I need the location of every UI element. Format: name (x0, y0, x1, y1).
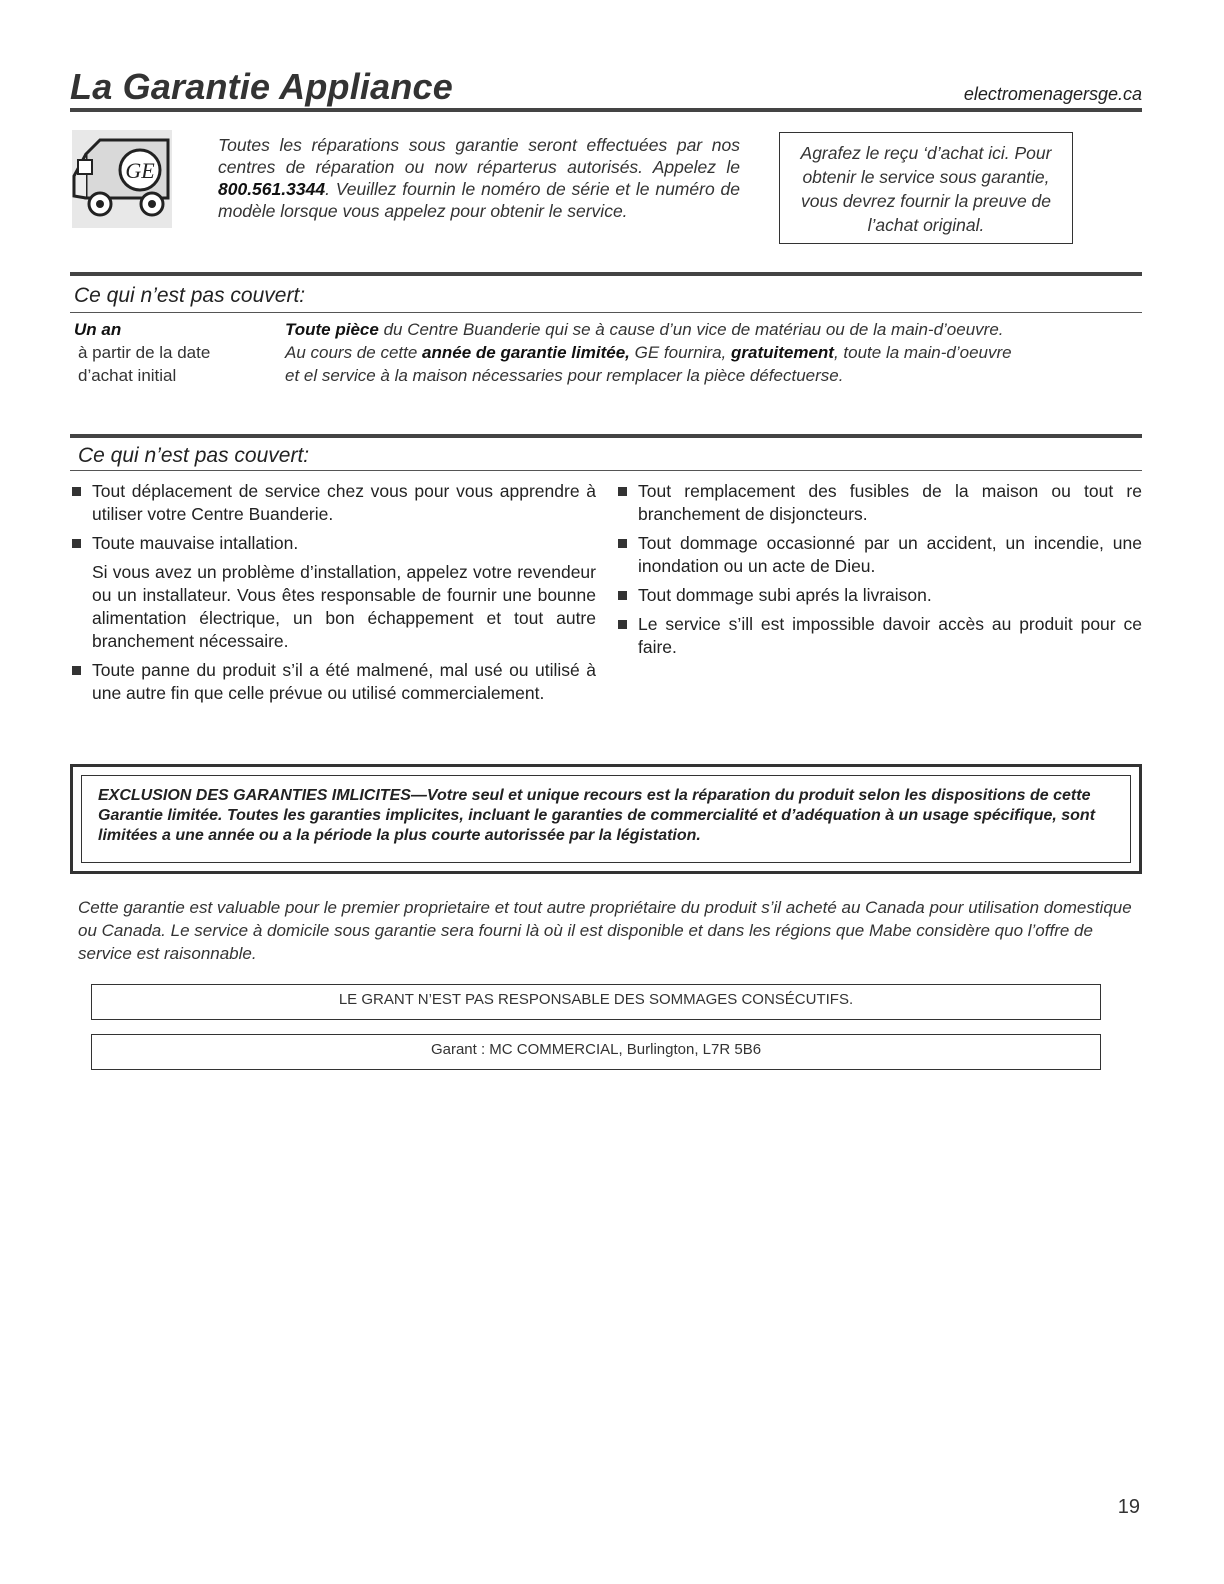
service-intro (218, 134, 740, 222)
list-item (70, 659, 596, 705)
page-number: 19 (1117, 1496, 1140, 1518)
warranty-period-line2: d’achat initial (78, 366, 177, 385)
square-bullet-icon (618, 591, 627, 600)
covered-heading: Ce qui n’est pas couvert: (74, 284, 306, 307)
coverage-line-2-b: GE fournira, (629, 343, 731, 362)
list-item-text: Tout remplacement des fusibles de la maison ou tout re branchement de disjoncteurs. (638, 481, 1142, 524)
coverage-line-2-bold2: gratuitement (731, 343, 834, 362)
not-covered-under-rule (70, 470, 1142, 471)
installation-paragraph: Si vous avez un problème d’installation, appelez votre revendeur ou un installateur. Vous êtes responsable de fournir une bounne alimentation électrique, un bon échappement et tout autre branchement nécessaire. (92, 562, 596, 651)
list-item (616, 584, 1142, 607)
list-item (70, 480, 596, 526)
square-bullet-icon (72, 539, 81, 548)
page-title: La Garantie Appliance (70, 66, 453, 107)
coverage-line-2-a: Au cours de cette (285, 343, 423, 362)
warranty-coverage (285, 318, 1145, 387)
list-item-text: Tout dommage occasionné par un accident, un incendie, une inondation ou un acte de Dieu. (638, 533, 1142, 576)
list-item-text: Le service s’ill est impossible davoir accès au produit pour ce faire. (638, 614, 1142, 657)
exclusion-text: EXCLUSION DES GARANTIES IMLICITES—Votre seul et unique recours est la réparation du produit selon les dispositions de cette Garantie limitée. Toutes les garanties implicites, incluant le garanties de commercialité et d’adéquation à un usage spécifique, sont limitées a une année ou a la période la plus courte autorissée par la légistation. (81, 775, 1131, 863)
liability-box: LE GRANT N’EST PAS RESPONSABLE DES SOMMAGES CONSÉCUTIFS. (91, 984, 1101, 1020)
warranty-validity-paragraph: Cette garantie est valuable pour le premier proprietaire et tout autre propriétaire du produit s’il acheté au Canada pour utilisation domestique ou Canada. Le service à domicile sous garantie sera fourni là où il est disponible et dans les régions que Mabe considère quo l’offre de service est raisonnable. (78, 898, 1132, 963)
list-item-text: Toute panne du produit s’il a été malmené, mal usé ou utilisé à une autre fin que celle prévue ou utilisé commercialement. (92, 660, 596, 703)
square-bullet-icon (618, 487, 627, 496)
list-item-text: Tout dommage subi aprés la livraison. (638, 585, 932, 605)
list-item (616, 480, 1142, 526)
list-item-text: Tout déplacement de service chez vous pour vous apprendre à utiliser votre Centre Buanderie. (92, 481, 596, 524)
list-item-text: Toute mauvaise intallation. (92, 533, 299, 553)
not-covered-left-column (70, 480, 596, 711)
warrantor-box: Garant : MC COMMERCIAL, Burlington, L7R 5B6 (91, 1034, 1101, 1070)
warranty-period (74, 318, 264, 387)
service-phone: 800.561.3344 (218, 179, 326, 199)
square-bullet-icon (72, 666, 81, 675)
covered-top-rule (70, 272, 1142, 276)
warranty-period-line1: à partir de la date (78, 343, 211, 362)
list-item (616, 613, 1142, 659)
svg-text:GE: GE (125, 158, 155, 183)
coverage-line-1 (285, 318, 1145, 341)
intro-text-before: Toutes les réparations sous garantie seront effectuées par nos centres de réparation ou now réparterus autorisés. Appelez le (218, 135, 740, 177)
coverage-line-2-bold1: année de garantie limitée, (422, 343, 630, 362)
not-covered-right-column (616, 480, 1142, 665)
coverage-line-1-bold: Toute pièce (285, 320, 379, 339)
intro-text-after: . Veuillez fournin le noméro de série et le numéro de modèle lorsque vous appelez pour obtenir le service. (218, 179, 740, 221)
coverage-line-2-c: , toute la main-d’oeuvre (833, 343, 1012, 362)
warranty-period-lead: Un an (74, 320, 122, 339)
coverage-line-2 (285, 341, 1145, 364)
ge-service-truck-icon (72, 130, 172, 228)
not-covered-heading: Ce qui n’est pas couvert: (78, 444, 310, 467)
implied-warranty-exclusion-box (70, 764, 1142, 874)
coverage-line-3: et el service à la maison nécessaries pour remplacer la pièce défectuerse. (285, 366, 844, 385)
coverage-line-1-rest: du Centre Buanderie qui se à cause d’un vice de matériau ou de la main-d’oeuvre. (378, 320, 1004, 339)
list-item (70, 532, 596, 555)
covered-under-rule (70, 312, 1142, 313)
header-rule (70, 108, 1142, 112)
square-bullet-icon (72, 487, 81, 496)
staple-receipt-box: Agrafez le reçu ‘d’achat ici. Pour obtenir le service sous garantie, vous devrez fournir la preuve de l’achat original. (779, 132, 1073, 244)
square-bullet-icon (618, 620, 627, 629)
list-item (616, 532, 1142, 578)
not-covered-top-rule (70, 434, 1142, 438)
square-bullet-icon (618, 539, 627, 548)
website-url: electromenagersge.ca (963, 84, 1142, 104)
